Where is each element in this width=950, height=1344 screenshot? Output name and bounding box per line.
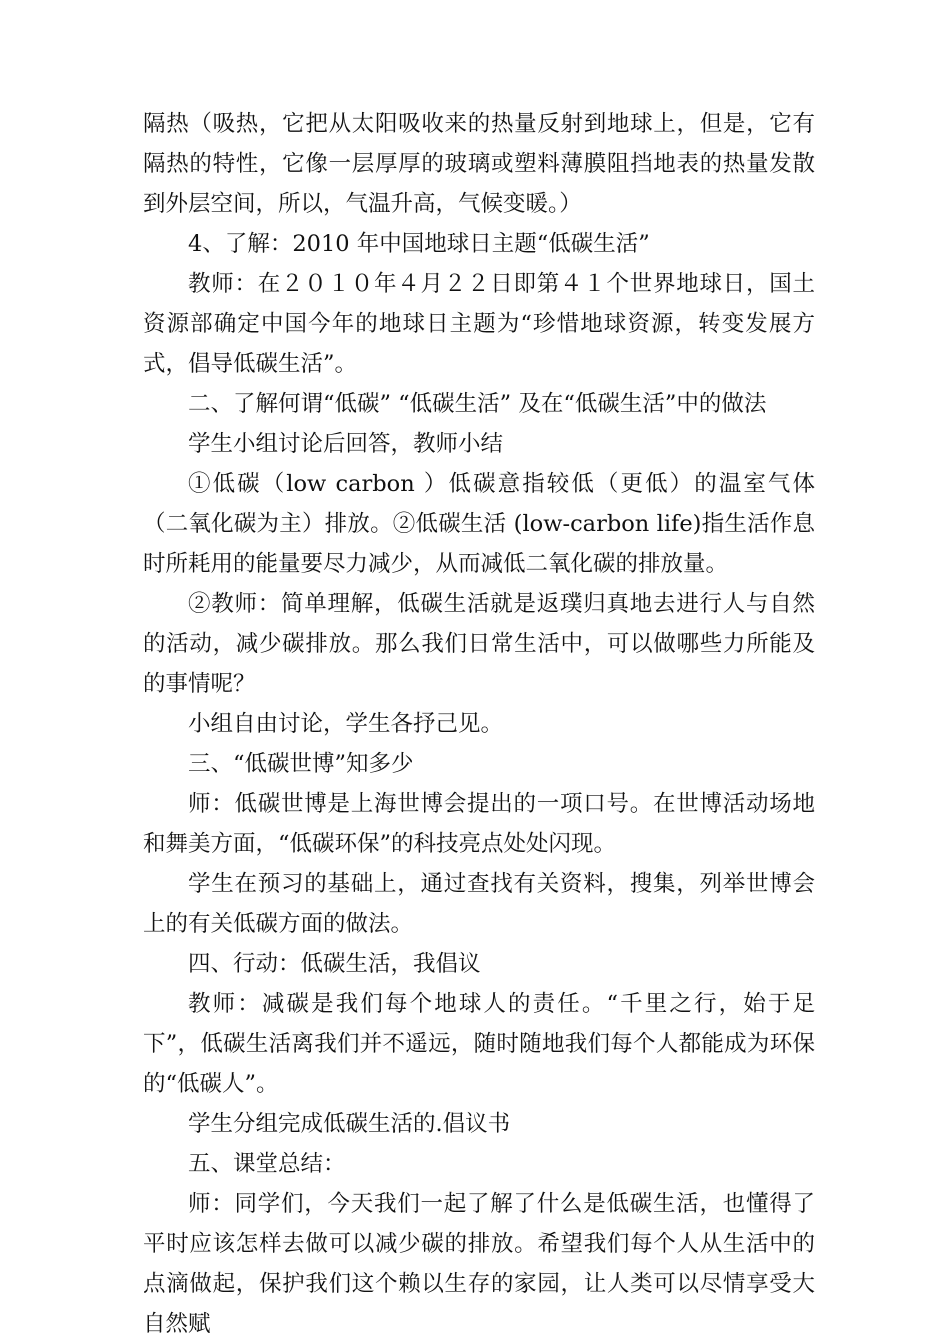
paragraph-teacher-explanation: ②教师：简单理解，低碳生活就是返璞归真地去进行人与自然的活动，减少碳排放。那么我们日常生活中，可以做哪些力所能及的事情呢？ — [143, 591, 815, 697]
section-heading-low-carbon: 二、了解何谓“低碳” “低碳生活” 及在“低碳生活”中的做法 — [188, 391, 767, 417]
paragraph-free-discussion: 小组自由讨论，学生各抒己见。 — [188, 711, 504, 737]
paragraph-greenhouse-effect: 隔热（吸热，它把从太阳吸收来的热量反射到地球上，但是，它有隔热的特性，它像一层厚厚的玻璃或塑料薄膜阻挡地表的热量发散到外层空间，所以，气温升高，气候变暖。） — [143, 111, 815, 217]
paragraph-expo-research: 学生在预习的基础上，通过查找有关资料，搜集，列举世博会上的有关低碳方面的做法。 — [143, 871, 815, 937]
paragraph-low-carbon-definition: ①低碳（low carbon ）低碳意指较低（更低）的温室气体（二氧化碳为主）排放。②低碳生活 (low-carbon life)指生活作息时所耗用的能量要尽力减少，从而减低二氧化碳的排放量。 — [143, 471, 815, 577]
section-heading-summary: 五、课堂总结： — [188, 1151, 346, 1177]
paragraph-earth-day-heading: 4、了解：2010 年中国地球日主题“低碳生活” — [188, 231, 650, 257]
paragraph-reduce-carbon: 教师：减碳是我们每个地球人的责任。“千里之行，始于足下”，低碳生活离我们并不遥远，随时随地我们每个人都能成为环保的“低碳人”。 — [143, 991, 815, 1097]
paragraph-group-discussion: 学生小组讨论后回答，教师小结 — [188, 431, 504, 457]
section-heading-action: 四、行动：低碳生活，我倡议 — [188, 951, 481, 977]
paragraph-expo-slogan: 师：低碳世博是上海世博会提出的一项口号。在世博活动场地和舞美方面，“低碳环保”的科技亮点处处闪现。 — [143, 791, 815, 857]
paragraph-proposal: 学生分组完成低碳生活的.倡议书 — [188, 1111, 511, 1137]
paragraph-summary: 师：同学们，今天我们一起了解了什么是低碳生活，也懂得了平时应该怎样去做可以减少碳的排放。希望我们每个人从生活中的点滴做起，保护我们这个赖以生存的家园，让人类可以尽情享受大自然赋 — [143, 1191, 815, 1337]
document-body — [143, 104, 815, 1344]
section-heading-expo: 三、“低碳世博”知多少 — [188, 751, 414, 777]
paragraph-earth-day-theme: 教师：在２０１０年４月２２日即第４１个世界地球日，国土资源部确定中国今年的地球日主题为“珍惜地球资源，转变发展方式，倡导低碳生活”。 — [143, 271, 815, 377]
